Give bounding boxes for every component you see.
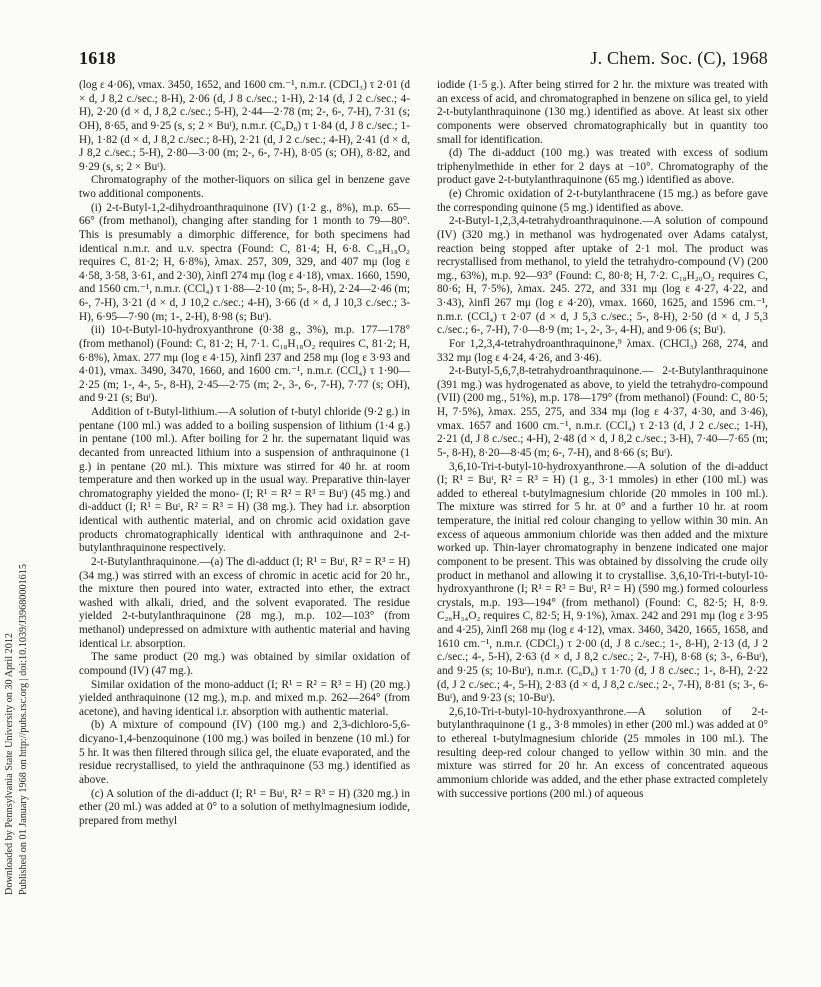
paragraph: 2-t-Butyl-5,6,7,8-tetrahydroanthraquinone.— 2-t-Butylanthraquinone (391 mg.) was hydrogenated as above, to yield the tetrahydro-compound (VII) (200 mg., 51%), m.p. 178—179° (from methanol) (Found: C, 80·5; H, 7·5%), λmax. 255, 275, and 334 mμ (log ε 4·37, 4·30, and 3·46), νmax. 1657 and 1600 cm.⁻¹, n.m.r. (CCl₄) τ 2·13 (d, J 2 c./sec.; 1-H), 2·21 (d, J 8 c./sec.; 4-H), 2·48 (d × d, J 8,2 c./sec.; 3-H), 7·40—7·65 (m; 5-, 8-H), 8·20—8·45 (m; 6-, 7-H), and 8·66 (s; Buᵗ). [437, 365, 768, 459]
paragraph: 2,6,10-Tri-t-butyl-10-hydroxyanthrone.—A solution of 2-t-butylanthraquinone (1 g., 3·8 mmoles) in ether (200 ml.) was added at 0° to ethereal t-butylmagnesium chloride (25 mmoles in 100 ml.). The resulting deep-red colour changed to yellow within 30 min. and the mixture was stirred for 20 hr. An excess of concentrated aqueous ammonium chloride was added, and the ether phase extracted completely with successive portions (200 ml.) of aqueous [437, 705, 768, 800]
paragraph: 2-t-Butyl-1,2,3,4-tetrahydroanthraquinone.—A solution of compound (IV) (320 mg.) in methanol was hydrogenated over Adams catalyst, reaction being stopped after uptake of 2·1 mol. The product was recrystallised from methanol, to yield the tetrahydro-compound (V) (200 mg., 63%), m.p. 92—93° (Found: C, 80·8; H, 7·2. C₁₈H₂₀O₂ requires C, 80·6; H, 7·5%), λmax. 245. 272, and 331 mμ (log ε 4·27, 4·22, and 3·43), λinfl 267 mμ (log ε 4·20), νmax. 1660, 1625, and 1596 cm.⁻¹, n.m.r. (CCl₄) τ 2·07 (d × d, J 5,3 c./sec.; 5-, 8-H), 2·50 (d × d, J 5,3 c./sec.; 6-, 7-H), 7·0—8·9 (m; 1-, 2-, 3-, 4-H), and 9·06 (s; Buᵗ). [437, 215, 768, 337]
paragraph: (d) The di-adduct (100 mg.) was treated with excess of sodium triphenylmethide in ether for 2 days at −10°. Chromatography of the product gave 2-t-butylanthraquinone (65 mg.) identified as above. [437, 147, 768, 187]
paragraph: iodide (1·5 g.). After being stirred for 2 hr. the mixture was treated with an excess of acid, and chromatographed in benzene on silica gel, to yield 2-t-butylanthraquinone (130 mg.) identified as above. At least six other components were observed chromatographically but in quantity too small for identification. [437, 79, 768, 146]
right-column [437, 79, 768, 801]
paragraph: (c) A solution of the di-adduct (I; R¹ = Buᵗ, R² = R³ = H) (320 mg.) in ether (20 ml.) was added at 0° to a solution of methylmagnesium iodide, prepared from methyl [79, 787, 410, 827]
paragraph: (e) Chromic oxidation of 2-t-butylanthracene (15 mg.) as before gave the corresponding quinone (5 mg.) identified as above. [437, 188, 768, 214]
paragraph: Chromatography of the mother-liquors on silica gel in benzene gave two additional components. [79, 174, 410, 200]
paragraph: 2-t-Butylanthraquinone.—(a) The di-adduct (I; R¹ = Buᵗ, R² = R³ = H) (34 mg.) was stirred with an excess of chromic in acetic acid for 20 hr., the mixture then poured into water, extracted into ether, the extract washed with alkali, dried, and the solvent evaporated. The residue yielded 2-t-butylanthraquinone (28 mg.), m.p. 102—103° (from methanol) undepressed on admixture with authentic material and having identical i.r. absorption. [79, 555, 410, 650]
watermark-published-line: Published on 01 January 1968 on http://pubs.rsc.org | doi:10.1039/J39680001615 [18, 564, 29, 895]
paragraph: 3,6,10-Tri-t-butyl-10-hydroxyanthrone.—A solution of the di-adduct (I; R¹ = Buᵗ, R² = R³ = H) (1 g., 3·1 mmoles) in ether (100 ml.) was added to ethereal t-butylmagnesium chloride (20 mmoles in 100 ml.). The mixture was stirred for 5 hr. at 0° and a further 10 hr. at room temperature, the initial red colour changing to yellow within 30 min. An excess of aqueous ammonium chloride was then added and the mixture worked up. Thin-layer chromatography in benzene indicated one major component to be present. This was obtained by dissolving the crude oily product in methanol and allowing it to crystallise. 3,6,10-Tri-t-butyl-10-hydroxyanthrone (I; R¹ = R³ = Buᵗ, R² = H) (590 mg.) formed colourless crystals, m.p. 193—194° (from methanol) (Found: C, 82·5; H, 8·9. C₂₆H₃₄O₂ requires C, 82·5; H, 9·1%), λmax. 242 and 291 mμ (log ε 3·95 and 4·25), λinfl 268 mμ (log ε 4·12), νmax. 3460, 3420, 1665, 1658, and 1610 cm.⁻¹, n.m.r. (CDCl₃) τ 2·00 (d, J 8 c./sec.; 1-, 8-H), 2·13 (d, J 2 c./sec.; 4-, 5-H), 2·63 (d × d, J 8,2 c./sec.; 2-, 7-H), 8·68 (s; 3-, 6-Buᵗ), and 9·25 (s; 10-Buᵗ), n.m.r. (C₆D₆) τ 1·70 (d, J 8 c./sec.; 1-, 8-H), 2·22 (d, J 2 c./sec.; 4-, 5-H), 2·83 (d × d, J 8,2 c./sec.; 2-, 7-H), 8·81 (s; 3-, 6-Buᵗ), and 9·23 (s; 10-Buᵗ). [437, 460, 768, 705]
paragraph: The same product (20 mg.) was obtained by similar oxidation of compound (IV) (47 mg.). [79, 651, 410, 677]
side-watermark [2, 40, 42, 900]
paragraph: (b) A mixture of compound (IV) (100 mg.) and 2,3-dichloro-5,6-dicyano-1,4-benzoquinone (100 mg.) was boiled in benzene (10 ml.) for 5 hr. It was then filtered through silica gel, the eluate evaporated, and the residue recrystallised, to yield the anthraquinone (53 mg.) identified as above. [79, 719, 410, 786]
watermark-downloaded-line: Downloaded by Pennsylvania State University on 30 April 2012 [4, 632, 15, 895]
paragraph: (log ε 4·06), νmax. 3450, 1652, and 1600 cm.⁻¹, n.m.r. (CDCl₃) τ 2·01 (d × d, J 8,2 c./sec.; 8-H), 2·06 (d, J 8 c./sec.; 1-H), 2·14 (d, J 2 c./sec.; 4-H), 2·20 (d × d, J 8,2 c./sec.; 5-H), 2·44—2·78 (m; 2-, 6-, 7-H), 7·31 (s; OH), 8·65, and 9·25 (s, s; 2 × Buᵗ), n.m.r. (C₆D₆) τ 1·84 (d, J 8 c./sec.; 1-H), 1·82 (d × d, J 8,2 c./sec.; 8-H), 2·21 (d, J 2 c./sec.; 4-H), 2·41 (d × d, J 8,2 c./sec.; 5-H), 2·80—3·00 (m; 2-, 6-, 7-H), 8·05 (s; OH), 8·82, and 9·29 (s, s; 2 × Buᵗ). [79, 79, 410, 173]
journal-running-head: J. Chem. Soc. (C), 1968 [590, 48, 768, 68]
paragraph: (ii) 10-t-Butyl-10-hydroxyanthrone (0·38 g., 3%), m.p. 177—178° (from methanol) (Found: C, 81·2; H, 7·1. C₁₈H₁₈O₂ requires C, 81·2; H, 6·8%), λmax. 277 mμ (log ε 4·15), λinfl 237 and 258 mμ (log ε 3·93 and 4·01), νmax. 3490, 3470, 1660, and 1600 cm.⁻¹, n.m.r. (CCl₄) τ 1·90—2·25 (m; 1-, 4-, 5-, 8-H), 2·45—2·75 (m; 2-, 3-, 6-, 7-H), 7·77 (s; OH), and 9·21 (s; Buᵗ). [79, 324, 410, 405]
paragraph: (i) 2-t-Butyl-1,2-dihydroanthraquinone (IV) (1·2 g., 8%), m.p. 65—66° (from methanol), changing after standing for 1 month to 79—80°. This is presumably a dimorphic difference, for both specimens had identical n.m.r. and u.v. spectra (Found: C, 81·4; H, 6·8. C₁₈H₁₈O₂ requires C, 81·2; H, 6·8%), λmax. 257, 309, 329, and 407 mμ (log ε 4·58, 3·58, 3·61, and 2·30), λinfl 274 mμ (log ε 4·18), νmax. 1660, 1590, and 1560 cm.⁻¹, n.m.r. (CCl₄) τ 1·88—2·10 (m; 5-, 8-H), 2·24—2·46 (m; 6-, 7-H), 3·21 (d × d, J 10,2 c./sec.; 4-H), 3·66 (d × d, J 10,3 c./sec.; 3-H), 6·95—7·90 (m; 1-, 2-H), 8·98 (s; Buᵗ). [79, 201, 410, 323]
paragraph: Addition of t-Butyl-lithium.—A solution of t-butyl chloride (9·2 g.) in pentane (100 ml.) was added to a boiling suspension of lithium (1·4 g.) in pentane (100 ml.). After boiling for 2 hr. the supernatant liquid was decanted from unreacted lithium into a suspension of anthraquinone (1 g.) in pentane (20 ml.). This mixture was stirred for 40 hr. at room temperature and then worked up in the usual way. Preparative thin-layer chromatography yielded the mono- (I; R¹ = R² = R³ = Buᵗ) (45 mg.) and di-adduct (I; R¹ = Buᵗ, R² = R³ = H) (38 mg.). They had i.r. absorption identical with authentic material, and on chromic acid oxidation gave products chromatographically identical with anthraquinone and 2-t-butylanthraquinone respectively. [79, 406, 410, 555]
paragraph: For 1,2,3,4-tetrahydroanthraquinone,⁹ λmax. (CHCl₃) 268, 274, and 332 mμ (log ε 4·24, 4·26, and 3·46). [437, 337, 768, 364]
left-column [79, 79, 410, 828]
page-number: 1618 [79, 48, 116, 68]
paragraph: Similar oxidation of the mono-adduct (I; R¹ = R² = R³ = H) (20 mg.) yielded anthraquinone (12 mg.), m.p. and mixed m.p. 262—264° (from acetone), and having identical i.r. absorption with authentic material. [79, 678, 410, 718]
